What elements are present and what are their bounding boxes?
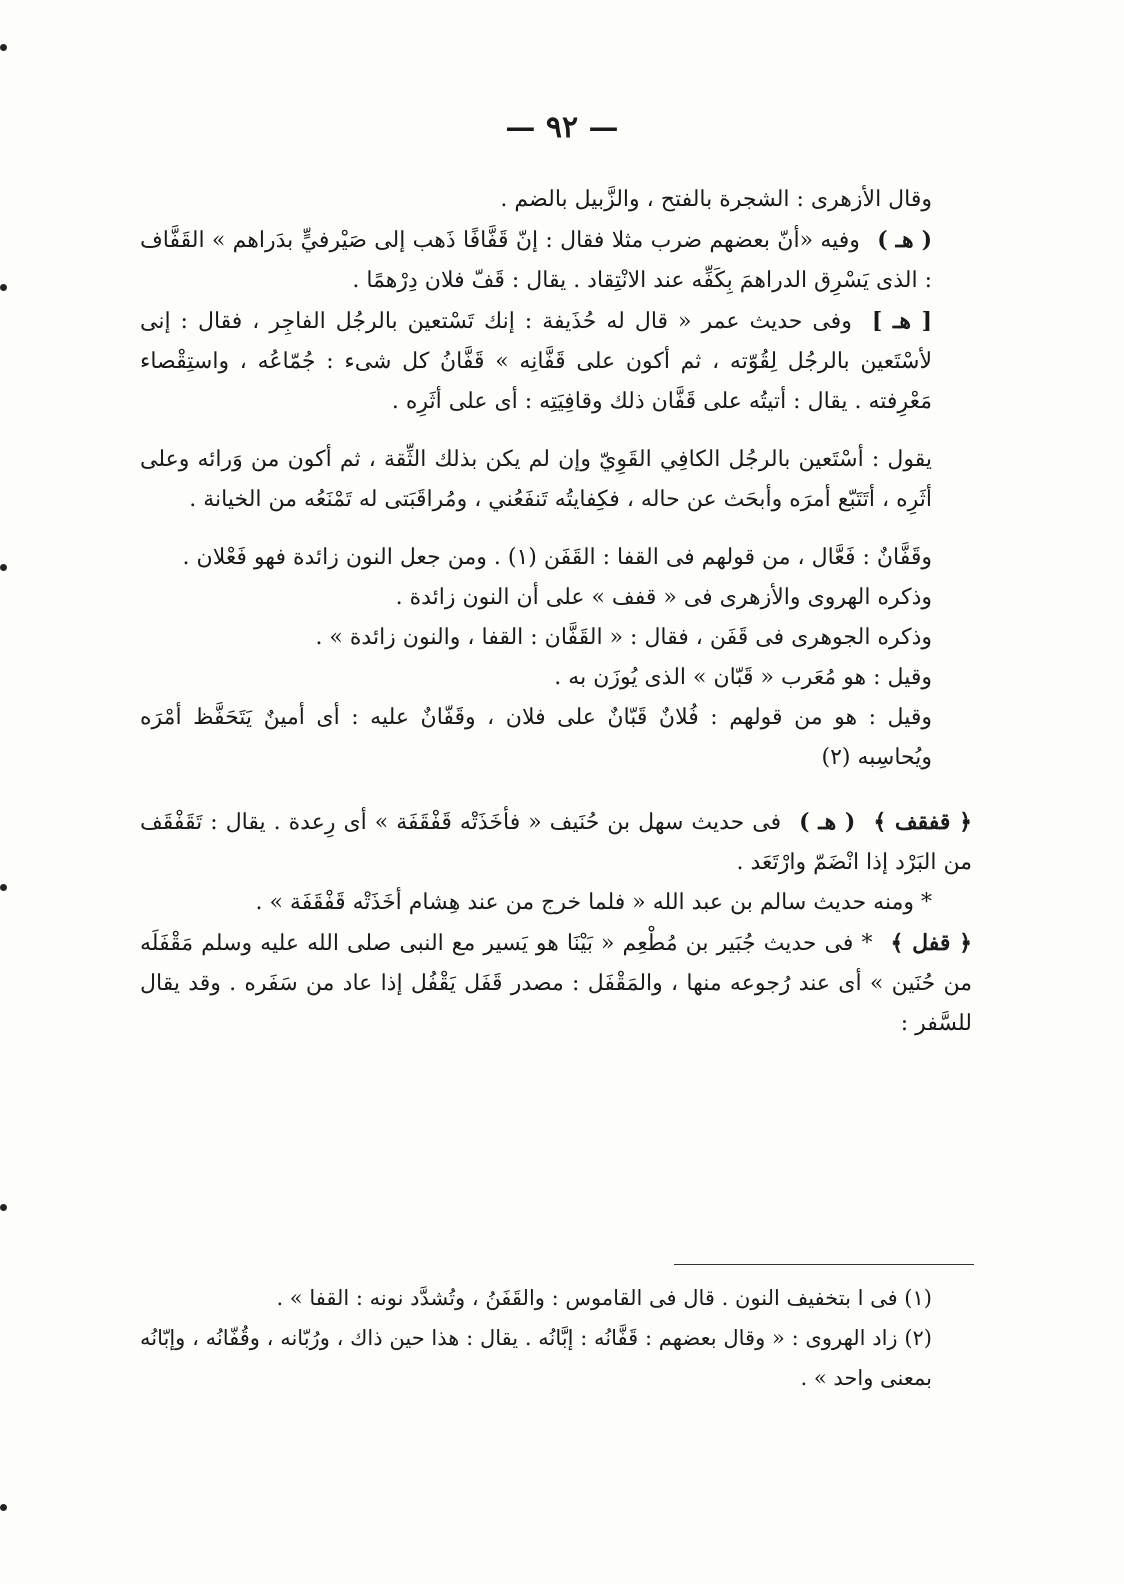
- footnote-2: [140, 1318, 972, 1398]
- paragraph-7: [140, 618, 972, 658]
- paragraph-text: وفيه «أنّ بعضهم ضرب مثلا فقال : إنّ قَفَّافًا ذَهب إلى صَيْرفيٍّ بدَراهم » القَفَّاف : الذى يَسْرِق الدراهمَ بِكَفِّه عند الانْتِقاد . يقال : قَفّ فلان دِرْهمًا .: [140, 228, 932, 293]
- margin-mark: [0, 44, 7, 51]
- footnote-text: (١) فى ا بتخفيف النون . قال فى القاموس : والقَفَنُ ، وتُشدَّد نونه : القفا » .: [276, 1286, 932, 1310]
- footnote-separator: [674, 1264, 974, 1265]
- footnote-1: [140, 1278, 972, 1318]
- entry-marker: ( هـ ): [799, 809, 856, 835]
- paragraph-text: يقول : أسْتَعين بالرجُل الكافِي القَوِيّ وإن لم يكن بذلك الثِّقة ، ثم أكون من وَرائه وعلى أثَرِه ، أتَتَبّع أمرَه وأبحَث عن حاله ، فكِفايتُه تَنفَعُني ، ومُراقَبَتى له تَمْنَعُه من الخيانة .: [140, 447, 932, 512]
- margin-mark: [0, 1204, 7, 1211]
- paragraph-5: [140, 538, 972, 578]
- paragraph-6: [140, 578, 972, 618]
- entry-headword: ﴿ قفل ﴾: [890, 930, 972, 956]
- paragraph-3: [140, 301, 972, 422]
- entry-headword: ﴿ قفقف ﴾: [873, 809, 972, 835]
- paragraph-text: وقَفَّانٌ : فَعَّال ، من قولهم فى القفا : القَفَن (١) . ومن جعل النون زائدة فهو فَعْلان .: [182, 545, 932, 570]
- margin-mark: [0, 284, 7, 291]
- paragraph-text: * ومنه حديث سالم بن عبد الله « فلما خرج من عند هِشام أخَذَتْه قَفْقَفَة » .: [255, 890, 932, 915]
- paragraph-text: وفى حديث عمر « قال له حُذَيفة : إنك تَسْتعين بالرجُل الفاجِر ، فقال : إنى لأسْتَعين بالرجُل لِقُوّته ، ثم أكون على قَفَّانِه » قَفَّانُ كل شىء : جُمّاعُه ، واستِقْصاء مَعْرِفته . يقال : أتيتُه على قَفَّان ذلك وقافِيَتِه : أى على أثَرِه .: [140, 309, 932, 414]
- paragraph-text: وذكره الهروى والأزهرى فى « قفف » على أن النون زائدة .: [395, 585, 932, 610]
- paragraph-text: وقيل : هو مُعَرب « قَبّان » الذى يُوزَن به .: [554, 665, 932, 690]
- paragraph-text: * فى حديث جُبَير بن مُطْعِم « بَيْنَا هو يَسير مع النبى صلى الله عليه وسلم مَقْفَلَه من حُنَين » أى عند رُجوعه منها ، والمَقْفَل : مصدر قَفَل يَقْفُل إذا عاد من سَفَره . وقد يقال للسَّفر :: [140, 931, 972, 1036]
- paragraph-8: [140, 658, 972, 698]
- entry-marker: [ هـ ]: [871, 308, 933, 334]
- footnote-text: (٢) زاد الهروى : « وقال بعضهم : قَفَّانُه : إبَّانُه . يقال : هذا حين ذاك ، ورُبّانه ، وقُفّانُه ، وإبّانُه بمعنى واحد » .: [140, 1326, 932, 1390]
- page-number: — ٩٢ —: [505, 110, 619, 145]
- entry-qafal: [140, 923, 972, 1044]
- paragraph-9: [140, 698, 972, 778]
- paragraph-2: [140, 220, 972, 301]
- entry-marker: ( هـ ): [877, 227, 933, 253]
- paragraph-11: [140, 883, 972, 923]
- margin-mark: [0, 884, 7, 891]
- entry-qafqaf: [140, 802, 972, 883]
- footnotes: [140, 1278, 972, 1398]
- paragraph-text: وقيل : هو من قولهم : فُلانٌ قَبّانٌ على فلان ، وقَفّانٌ عليه : أى أمينٌ يَتَحَفَّظ أمْرَه ويُحاسِبه (٢): [140, 705, 932, 770]
- main-text: [140, 180, 972, 1044]
- paragraph-1: [140, 180, 972, 220]
- paragraph-text: وقال الأزهرى : الشجرة بالفتح ، والزَّبيل بالضم .: [500, 187, 932, 212]
- margin-mark: [0, 564, 7, 571]
- paragraph-4: [140, 440, 972, 520]
- paragraph-text: وذكره الجوهرى فى قَفَن ، فقال : « القَفَّان : القفا ، والنون زائدة » .: [315, 625, 932, 650]
- paragraph-text: فى حديث سهل بن حُنَيف « فأخَذَتْه قَفْقَفَة » أى رِعدة . يقال : تَقَفْقَف من البَرْد إذا انْضَمّ وارْتَعَد .: [140, 810, 972, 875]
- margin-mark: [0, 1504, 7, 1511]
